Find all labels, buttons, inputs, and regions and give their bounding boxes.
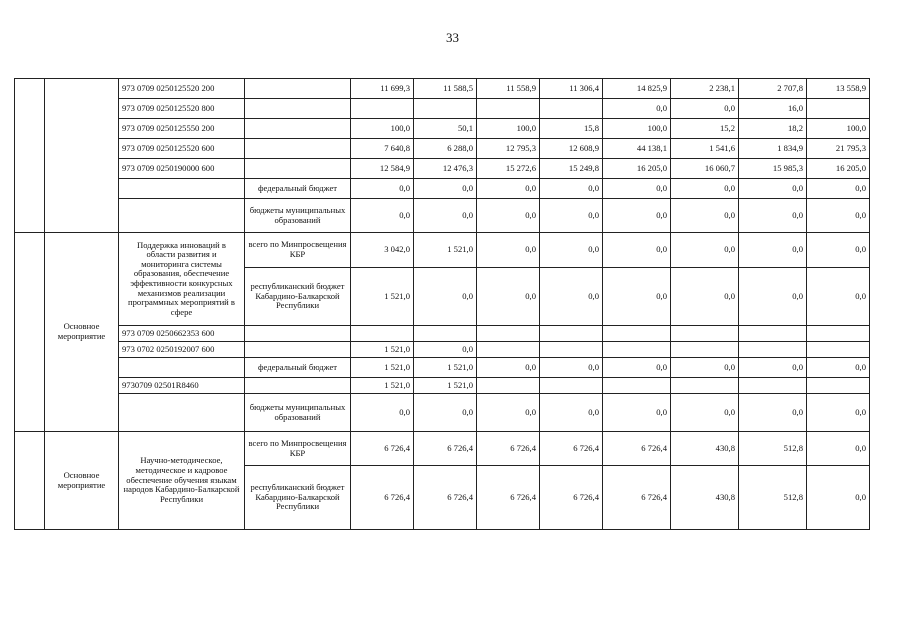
funding-source — [245, 326, 351, 342]
value-cell: 0,0 — [414, 179, 477, 199]
value-cell: 0,0 — [414, 342, 477, 358]
table-row — [15, 199, 870, 233]
value-cell: 100,0 — [807, 119, 870, 139]
funding-source: всего по Минпросвещения КБР — [245, 432, 351, 466]
value-cell — [351, 99, 414, 119]
activity-description: Поддержка инноваций в области развития и мониторинга системы образования, обеспечение эффективности конкурсных механизмов реализации программных мероприятий в сфере — [119, 233, 245, 326]
value-cell: 0,0 — [540, 394, 603, 432]
value-cell: 0,0 — [414, 199, 477, 233]
value-cell: 50,1 — [414, 119, 477, 139]
value-cell: 6 726,4 — [351, 432, 414, 466]
value-cell — [540, 99, 603, 119]
value-cell: 16 205,0 — [807, 159, 870, 179]
value-cell — [739, 378, 807, 394]
value-cell: 6 726,4 — [540, 432, 603, 466]
value-cell: 1 521,0 — [414, 233, 477, 268]
funding-source: бюджеты муниципальных образований — [245, 199, 351, 233]
value-cell: 1 521,0 — [414, 378, 477, 394]
value-cell — [807, 99, 870, 119]
budget-code: 973 0709 0250662353 600 — [119, 326, 245, 342]
budget-code — [119, 179, 245, 199]
table-row — [15, 358, 870, 378]
table-row — [15, 342, 870, 358]
value-cell: 0,0 — [351, 394, 414, 432]
value-cell: 0,0 — [603, 99, 671, 119]
funding-source: бюджеты муниципальных образований — [245, 394, 351, 432]
activity-type-cell: Основное мероприятие — [45, 233, 119, 432]
value-cell: 16 205,0 — [603, 159, 671, 179]
table-row — [15, 394, 870, 432]
row-number-cell — [15, 432, 45, 530]
value-cell: 0,0 — [540, 233, 603, 268]
value-cell: 2 238,1 — [671, 79, 739, 99]
value-cell — [477, 342, 540, 358]
value-cell: 6 726,4 — [477, 432, 540, 466]
table-row — [15, 233, 870, 268]
value-cell: 6 726,4 — [414, 432, 477, 466]
value-cell: 0,0 — [603, 358, 671, 378]
value-cell: 0,0 — [807, 179, 870, 199]
value-cell: 21 795,3 — [807, 139, 870, 159]
budget-code: 973 0709 0250125520 200 — [119, 79, 245, 99]
value-cell: 0,0 — [414, 394, 477, 432]
table-row — [15, 79, 870, 99]
value-cell: 0,0 — [807, 432, 870, 466]
value-cell: 0,0 — [540, 179, 603, 199]
value-cell: 0,0 — [807, 268, 870, 326]
funding-source — [245, 159, 351, 179]
value-cell: 0,0 — [603, 268, 671, 326]
value-cell: 6 288,0 — [414, 139, 477, 159]
value-cell: 11 588,5 — [414, 79, 477, 99]
value-cell: 6 726,4 — [540, 466, 603, 530]
value-cell: 3 042,0 — [351, 233, 414, 268]
value-cell: 15 272,6 — [477, 159, 540, 179]
value-cell: 18,2 — [739, 119, 807, 139]
value-cell: 16,0 — [739, 99, 807, 119]
value-cell: 0,0 — [807, 199, 870, 233]
value-cell: 430,8 — [671, 432, 739, 466]
value-cell: 0,0 — [807, 233, 870, 268]
value-cell: 0,0 — [739, 268, 807, 326]
value-cell — [671, 378, 739, 394]
row-number-cell — [15, 233, 45, 432]
value-cell — [540, 326, 603, 342]
value-cell — [414, 99, 477, 119]
value-cell — [477, 326, 540, 342]
funding-source: республиканский бюджет Кабардино-Балкарской Республики — [245, 268, 351, 326]
value-cell: 0,0 — [807, 466, 870, 530]
value-cell: 1 834,9 — [739, 139, 807, 159]
table-row — [15, 119, 870, 139]
value-cell: 512,8 — [739, 466, 807, 530]
value-cell: 15,8 — [540, 119, 603, 139]
value-cell — [807, 342, 870, 358]
funding-source — [245, 378, 351, 394]
value-cell — [351, 326, 414, 342]
value-cell: 1 521,0 — [351, 342, 414, 358]
value-cell — [807, 326, 870, 342]
table-row — [15, 159, 870, 179]
budget-code: 9730709 02501R8460 — [119, 378, 245, 394]
value-cell: 0,0 — [540, 199, 603, 233]
value-cell: 6 726,4 — [477, 466, 540, 530]
value-cell: 100,0 — [603, 119, 671, 139]
funding-source — [245, 79, 351, 99]
budget-code: 973 0702 0250192007 600 — [119, 342, 245, 358]
funding-source: всего по Минпросвещения КБР — [245, 233, 351, 268]
value-cell — [671, 326, 739, 342]
value-cell: 0,0 — [603, 199, 671, 233]
value-cell: 11 699,3 — [351, 79, 414, 99]
value-cell — [603, 342, 671, 358]
value-cell: 0,0 — [807, 394, 870, 432]
value-cell: 0,0 — [603, 394, 671, 432]
value-cell: 0,0 — [739, 199, 807, 233]
value-cell: 0,0 — [477, 268, 540, 326]
value-cell: 0,0 — [807, 358, 870, 378]
value-cell: 7 640,8 — [351, 139, 414, 159]
value-cell: 512,8 — [739, 432, 807, 466]
value-cell — [477, 99, 540, 119]
budget-code: 973 0709 0250125550 200 — [119, 119, 245, 139]
value-cell: 6 726,4 — [351, 466, 414, 530]
value-cell: 0,0 — [671, 99, 739, 119]
value-cell: 13 558,9 — [807, 79, 870, 99]
value-cell: 0,0 — [540, 268, 603, 326]
value-cell: 1 521,0 — [351, 358, 414, 378]
value-cell: 0,0 — [603, 179, 671, 199]
table-row — [15, 99, 870, 119]
budget-code — [119, 199, 245, 233]
funding-source — [245, 119, 351, 139]
value-cell: 12 608,9 — [540, 139, 603, 159]
value-cell — [739, 342, 807, 358]
funding-source — [245, 99, 351, 119]
value-cell: 0,0 — [540, 358, 603, 378]
value-cell: 0,0 — [477, 179, 540, 199]
value-cell: 0,0 — [477, 233, 540, 268]
value-cell — [739, 326, 807, 342]
activity-type-cell — [45, 79, 119, 233]
value-cell: 0,0 — [671, 199, 739, 233]
value-cell: 0,0 — [739, 358, 807, 378]
value-cell: 44 138,1 — [603, 139, 671, 159]
value-cell: 0,0 — [739, 179, 807, 199]
funding-source: республиканский бюджет Кабардино-Балкарской Республики — [245, 466, 351, 530]
value-cell: 15 249,8 — [540, 159, 603, 179]
value-cell: 0,0 — [414, 268, 477, 326]
funding-source: федеральный бюджет — [245, 358, 351, 378]
budget-code — [119, 394, 245, 432]
activity-description: Научно-методическое, методическое и кадровое обеспечение обучения языкам народов Кабардино-Балкарской Республики — [119, 432, 245, 530]
table-row — [15, 139, 870, 159]
value-cell: 0,0 — [739, 394, 807, 432]
value-cell: 100,0 — [477, 119, 540, 139]
value-cell: 1 541,6 — [671, 139, 739, 159]
value-cell: 6 726,4 — [603, 466, 671, 530]
value-cell: 0,0 — [671, 358, 739, 378]
value-cell: 0,0 — [671, 268, 739, 326]
value-cell — [414, 326, 477, 342]
value-cell: 16 060,7 — [671, 159, 739, 179]
value-cell: 0,0 — [671, 394, 739, 432]
value-cell: 11 306,4 — [540, 79, 603, 99]
budget-table — [14, 78, 870, 530]
value-cell: 11 558,9 — [477, 79, 540, 99]
budget-code: 973 0709 0250190000 600 — [119, 159, 245, 179]
value-cell: 0,0 — [477, 358, 540, 378]
value-cell: 6 726,4 — [603, 432, 671, 466]
value-cell: 14 825,9 — [603, 79, 671, 99]
value-cell — [603, 378, 671, 394]
page-number: 33 — [446, 30, 459, 45]
value-cell: 0,0 — [351, 199, 414, 233]
table-row — [15, 432, 870, 466]
value-cell — [671, 342, 739, 358]
value-cell: 430,8 — [671, 466, 739, 530]
value-cell: 6 726,4 — [414, 466, 477, 530]
value-cell: 15,2 — [671, 119, 739, 139]
value-cell: 1 521,0 — [414, 358, 477, 378]
funding-source — [245, 342, 351, 358]
value-cell — [603, 326, 671, 342]
row-number-cell — [15, 79, 45, 233]
value-cell: 0,0 — [671, 233, 739, 268]
value-cell: 0,0 — [477, 394, 540, 432]
value-cell: 12 584,9 — [351, 159, 414, 179]
table-row — [15, 179, 870, 199]
value-cell — [477, 378, 540, 394]
value-cell: 0,0 — [739, 233, 807, 268]
value-cell — [540, 378, 603, 394]
activity-type-cell: Основное мероприятие — [45, 432, 119, 530]
budget-code: 973 0709 0250125520 800 — [119, 99, 245, 119]
value-cell: 0,0 — [671, 179, 739, 199]
budget-code — [119, 358, 245, 378]
funding-source: федеральный бюджет — [245, 179, 351, 199]
value-cell — [540, 342, 603, 358]
table-row — [15, 378, 870, 394]
value-cell: 1 521,0 — [351, 378, 414, 394]
value-cell: 15 985,3 — [739, 159, 807, 179]
funding-source — [245, 139, 351, 159]
budget-code: 973 0709 0250125520 600 — [119, 139, 245, 159]
value-cell — [807, 378, 870, 394]
value-cell: 0,0 — [603, 233, 671, 268]
value-cell: 1 521,0 — [351, 268, 414, 326]
value-cell: 12 476,3 — [414, 159, 477, 179]
value-cell: 100,0 — [351, 119, 414, 139]
value-cell: 0,0 — [351, 179, 414, 199]
value-cell: 0,0 — [477, 199, 540, 233]
value-cell: 2 707,8 — [739, 79, 807, 99]
table-row — [15, 326, 870, 342]
value-cell: 12 795,3 — [477, 139, 540, 159]
